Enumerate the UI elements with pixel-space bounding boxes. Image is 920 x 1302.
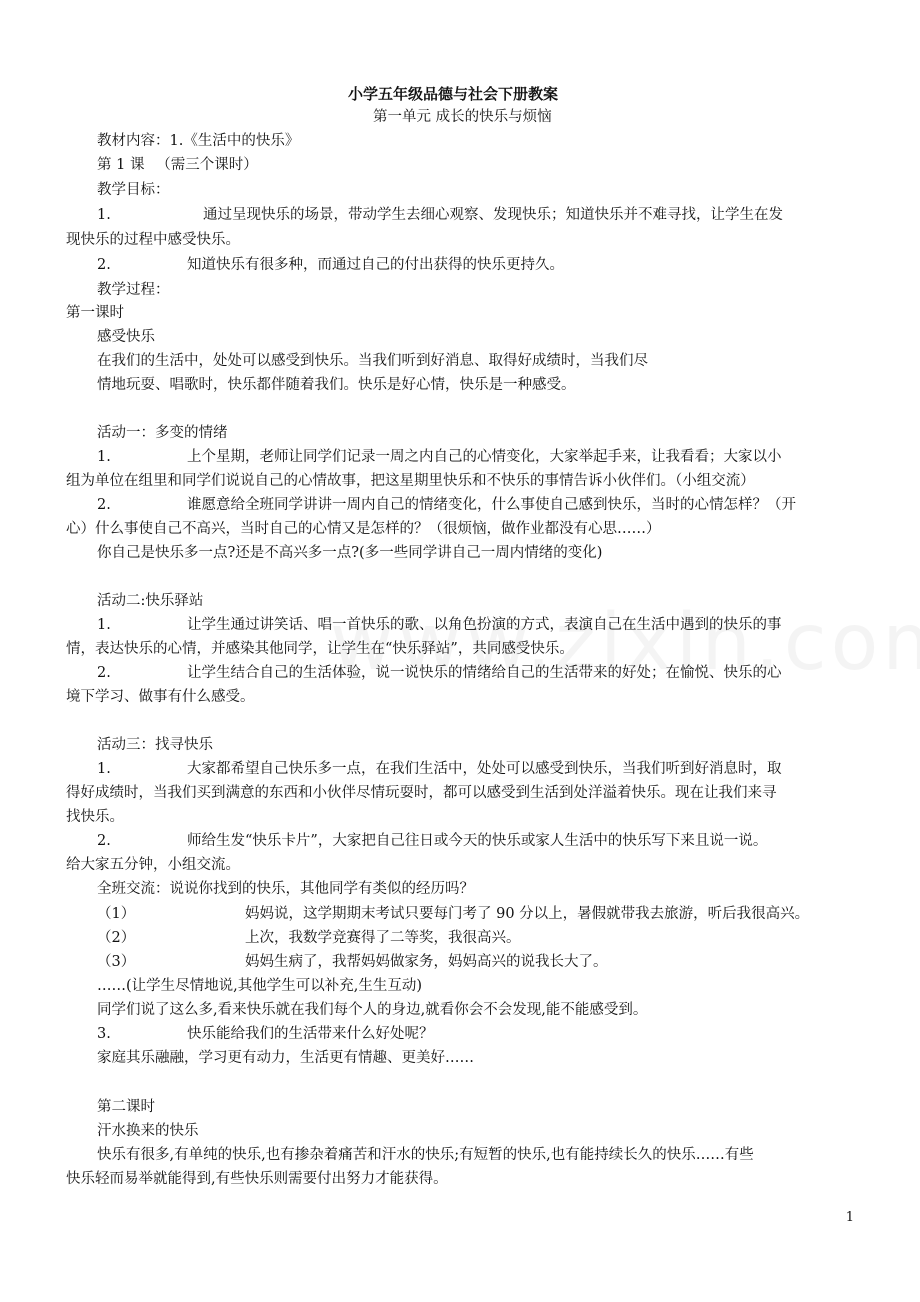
unit-title: 第一单元 成长的快乐与烦恼 [373,109,552,125]
summary-line: 同学们说了这么多,看来快乐就在我们每个人的身边,就看你会不会发现,能不能感受到。 [97,1002,648,1018]
activity1-heading: 活动一：多变的情绪 [97,425,228,441]
share1-text: 妈妈说，这学期期末考试只要每门考了 90 分以上，暑假就带我去旅游，听后我很高兴。 [245,906,810,922]
activity1-question: 你自己是快乐多一点?还是不高兴多一点?(多一些同学讲自己一周内情绪的变化) [97,545,603,561]
question3-number: 3. [97,1026,111,1042]
activity2-item1-text-cont: 情，表达快乐的心情，并感染其他同学，让学生在“快乐驿站”，共同感受快乐。 [66,641,574,657]
feel-text-cont: 情地玩耍、唱歌时，快乐都伴随着我们。快乐是好心情，快乐是一种感受。 [97,377,576,393]
activity2-item2-text-cont: 境下学习、做事有什么感受。 [66,689,255,705]
period1-heading: 第一课时 [66,305,124,321]
activity1-item2-text-cont: 心）什么事使自己不高兴，当时自己的心情又是怎样的？（很烦恼，做作业都没有心思……） [66,521,661,537]
activity1-item1-text-cont: 组为单位在组里和同学们说说自己的心情故事，把这星期里快乐和不快乐的事情告诉小伙伴们。（小组交流） [66,473,755,489]
share-more: ……(让学生尽情地说,其他学生可以补充,生生互动) [97,978,423,994]
share2-text: 上次，我数学竞赛得了二等奖，我很高兴。 [245,930,521,946]
question3-text: 快乐能给我们的生活带来什么好处呢？ [187,1026,434,1042]
process-heading: 教学过程： [97,282,170,298]
activity2-item2-text: 让学生结合自己的生活体验，说一说快乐的情绪给自己的生活带来的好处；在愉悦、快乐的心 [187,665,782,681]
activity3-item1-text-cont: 得好成绩时，当我们买到满意的东西和小伙伴尽情玩耍时，都可以感受到生活到处洋溢着快乐。现在让我们来寻 [66,785,777,801]
goal1-number: 1. [97,207,111,223]
activity1-item2-number: 2. [97,497,111,513]
question3-answer: 家庭其乐融融，学习更有动力，生活更有情趣、更美好…… [97,1050,474,1066]
share3-number: （3） [97,954,136,970]
activity3-heading: 活动三：找寻快乐 [97,737,213,753]
material-line: 教材内容：1.《生活中的快乐》 [97,133,300,149]
activity3-item1-text-end: 找快乐。 [66,809,124,825]
activity3-item2-text: 师给生发“快乐卡片”，大家把自己往日或今天的快乐或家人生活中的快乐写下来且说一说。 [187,833,768,849]
feel-text: 在我们的生活中，处处可以感受到快乐。当我们听到好消息、取得好成绩时，当我们尽 [97,353,648,369]
goal1-text-cont: 现快乐的过程中感受快乐。 [66,232,240,248]
sweat-text-cont: 快乐轻而易举就能得到,有些快乐则需要付出努力才能获得。 [66,1171,448,1187]
lesson-line: 第 1 课 （需三个课时） [97,157,258,173]
activity1-item1-text: 上个星期，老师让同学们记录一周之内自己的心情变化，大家举起手来，让我看看；大家以小 [187,449,782,465]
doc-title: 小学五年级品德与社会下册教案 [348,85,559,103]
share1-number: （1） [97,906,136,922]
goal2-number: 2. [97,257,111,273]
activity2-item1-number: 1. [97,617,111,633]
activity3-item1-text: 大家都希望自己快乐多一点，在我们生活中，处处可以感受到快乐，当我们听到好消息时，取 [187,761,782,777]
goals-heading: 教学目标： [97,182,170,198]
goal1-text: 通过呈现快乐的场景，带动学生去细心观察、发现快乐；知道快乐并不难寻找，让学生在发 [203,207,783,223]
activity2-item1-text: 让学生通过讲笑话、唱一首快乐的歌、以角色扮演的方式，表演自己在生活中遇到的快乐的事 [187,617,782,633]
period2-heading: 第二课时 [97,1099,155,1115]
sweat-heading: 汗水换来的快乐 [97,1123,199,1139]
feel-heading: 感受快乐 [97,329,155,345]
activity3-item1-number: 1. [97,761,111,777]
activity3-item2-number: 2. [97,833,111,849]
activity2-item2-number: 2. [97,665,111,681]
page-number: 1 [845,1210,854,1225]
activity3-item2-text-cont: 给大家五分钟，小组交流。 [66,857,240,873]
activity2-heading: 活动二:快乐驿站 [97,593,204,609]
goal2-text: 知道快乐有很多种，而通过自己的付出获得的快乐更持久。 [187,257,564,273]
sweat-text: 快乐有很多,有单纯的快乐,也有掺杂着痛苦和汗水的快乐;有短暂的快乐,也有能持续长久的快乐……有些 [97,1147,754,1163]
share2-number: （2） [97,930,136,946]
activity1-item1-number: 1. [97,449,111,465]
activity1-item2-text: 谁愿意给全班同学讲讲一周内自己的情绪变化，什么事使自己感到快乐，当时的心情怎样？（开 [187,497,796,513]
share-heading: 全班交流：说说你找到的快乐，其他同学有类似的经历吗？ [97,881,474,897]
share3-text: 妈妈生病了，我帮妈妈做家务，妈妈高兴的说我长大了。 [245,954,608,970]
